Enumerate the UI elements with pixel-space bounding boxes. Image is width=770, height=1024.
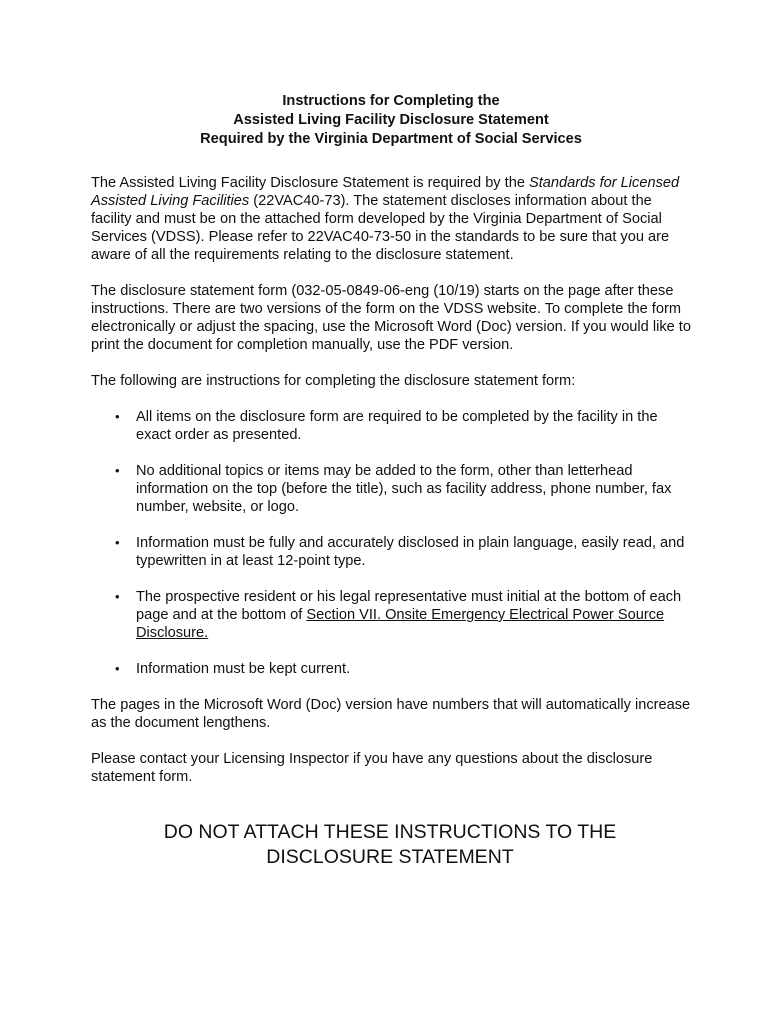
page-numbers-paragraph: The pages in the Microsoft Word (Doc) version have numbers that will automatically increase as the document lengthens. [91,697,691,731]
list-item [91,534,691,570]
bullet-icon: • [115,463,120,478]
title-line-2: Assisted Living Facility Disclosure Statement [233,112,549,128]
list-item [91,588,691,642]
bullet-icon: • [115,589,120,604]
closing-line-1: DO NOT ATTACH THESE INSTRUCTIONS TO THE [163,821,617,843]
document-title [91,92,691,149]
instructions-list [91,408,691,678]
bullet-icon: • [115,661,120,676]
title-line-1: Instructions for Completing the [282,93,500,109]
list-item-text: Information must be kept current. [136,661,351,677]
closing-line-2: DISCLOSURE STATEMENT [266,846,514,868]
list-item [91,408,691,444]
form-versions-paragraph: The disclosure statement form (032-05-0849-06-eng (10/19) starts on the page after these instructions. There are two versions of the form on the VDSS website. To complete the form electronically or adjust the spacing, use the Microsoft Word (Doc) version. If you would like to print the document for completion manually, use the PDF version. [91,283,691,353]
closing-notice [89,820,691,870]
list-item-text: No additional topics or items may be added to the form, other than letterhead information on the top (before the title), such as facility address, phone number, fax number, website, or logo. [136,463,672,515]
list-item-text-before: The prospective resident or his legal representative must initial at the bottom of each page and at the bottom of [136,589,682,623]
list-item [91,462,691,516]
bullet-icon: • [115,409,120,424]
standards-title: Standards for Licensed Assisted Living Facilities [91,175,680,209]
title-line-3: Required by the Virginia Department of Social Services [200,131,582,147]
list-item-text: Information must be fully and accurately disclosed in plain language, easily read, and typewritten in at least 12-point type. [136,535,685,569]
instructions-lead-paragraph: The following are instructions for completing the disclosure statement form: [91,373,576,389]
section-vii-reference: Section VII. Onsite Emergency Electrical Power Source Disclosure [136,607,665,641]
document-page [91,92,691,870]
bullet-icon: • [115,535,120,550]
list-item-text [136,589,681,641]
list-item [91,660,691,678]
intro-paragraph [91,174,691,264]
intro-text-after: (22VAC40-73). The statement discloses information about the facility and must be on the attached form developed by the Virginia Department of Social Services (VDSS). Please refer to 22VAC40-73-50 in the standards to be sure that you are aware of all the requirements relating to the disclosure statement. [91,193,670,263]
list-item-text: All items on the disclosure form are required to be completed by the facility in the exact order as presented. [136,409,658,443]
intro-text-before: The Assisted Living Facility Disclosure Statement is required by the [91,175,530,191]
list-item-text-after: . [204,625,209,641]
contact-paragraph: Please contact your Licensing Inspector if you have any questions about the disclosure statement form. [91,751,653,785]
